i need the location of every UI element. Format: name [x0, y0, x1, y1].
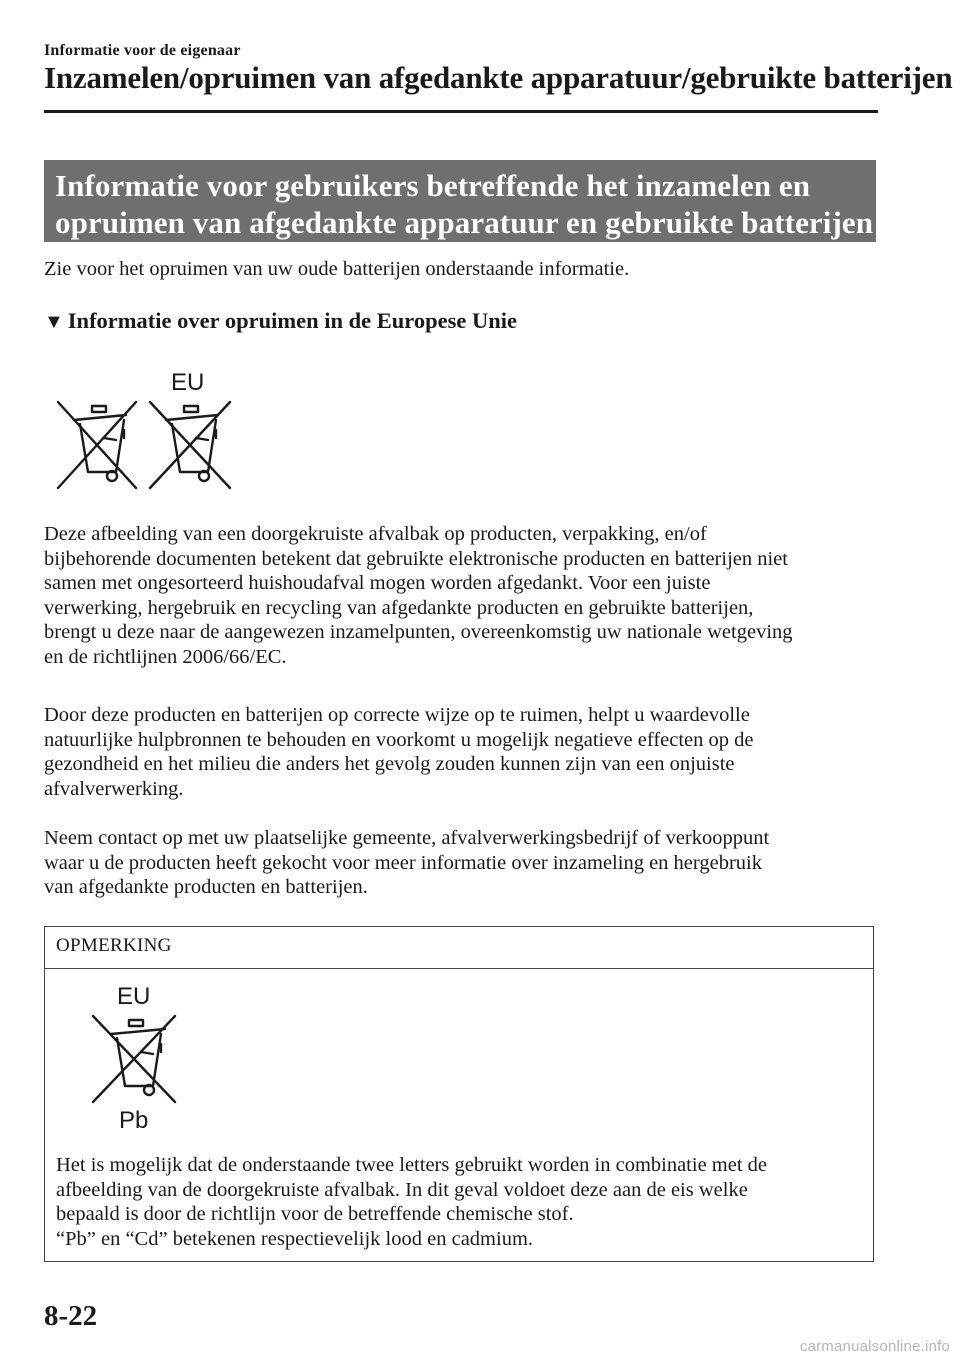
running-head: Informatie voor de eigenaar: [44, 42, 241, 59]
note-pb-label: Pb: [119, 1107, 149, 1132]
crossed-out-wheelie-bin-icon: [54, 368, 244, 494]
section-title-line-1: Informatie voor gebruikers betreffende het inzamelen en: [55, 168, 811, 203]
section-title-line-2: opruimen van afgedankte apparatuur en gebruikte batterijen: [55, 205, 874, 240]
text-line: Het is mogelijk dat de onderstaande twee letters gebruikt worden in combinatie met de: [56, 1154, 768, 1176]
text-line: brengt u deze naar de aangewezen inzamelpunten, overeenkomstig uw nationale wetgeving: [44, 621, 793, 643]
page-number: 8-22: [44, 1300, 98, 1332]
subsection-heading: [44, 308, 517, 334]
subsection-title: Informatie over opruimen in de Europese Unie: [67, 308, 517, 333]
pb-disposal-symbol: [89, 982, 229, 1132]
text-line: Deze afbeelding van een doorgekruiste afvalbak op producten, verpakking, en/of: [44, 523, 707, 545]
chapter-title: Inzamelen/opruimen van afgedankte apparatuur/gebruikte batterijen: [44, 60, 953, 95]
text-line: “Pb” en “Cd” betekenen respectievelijk lood en cadmium.: [56, 1227, 534, 1250]
text-line: afbeelding van de doorgekruiste afvalbak. In dit geval voldoet deze aan de eis welke: [56, 1178, 748, 1201]
body-paragraph-1: [44, 522, 878, 669]
section-banner: [44, 160, 876, 242]
note-text: [56, 1153, 866, 1251]
text-line: van afgedankte producten en batterijen.: [44, 876, 368, 898]
eu-disposal-symbols: [54, 368, 244, 494]
text-line: gezondheid en het milieu die anders het gevolg zouden kunnen zijn van een onjuiste: [44, 753, 735, 775]
crossed-out-wheelie-bin-pb-icon: [89, 982, 229, 1132]
intro-text: Zie voor het opruimen van uw oude batterijen onderstaande informatie.: [44, 258, 630, 280]
text-line: natuurlijke hulpbronnen te behouden en voorkomt u mogelijk negatieve effecten op de: [44, 728, 754, 751]
text-line: afvalverwerking.: [44, 777, 184, 800]
note-heading: OPMERKING: [45, 927, 873, 969]
watermark: carmanualsonline.info: [799, 1338, 950, 1355]
text-line: waar u de producten heeft gekocht voor meer informatie over inzameling en hergebruik: [44, 851, 762, 874]
note-eu-label: EU: [117, 983, 151, 1010]
text-line: en de richtlijnen 2006/66/EC.: [44, 645, 287, 668]
eu-label: EU: [171, 369, 205, 396]
text-line: verwerking, hergebruik en recycling van afgedankte producten en gebruikte batterijen,: [44, 596, 754, 619]
body-paragraph-2: [44, 703, 878, 801]
text-line: bijbehorende documenten betekent dat gebruikte elektronische producten en batterijen niet: [44, 547, 788, 570]
text-line: bepaald is door de richtlijn voor de betreffende chemische stof.: [56, 1203, 574, 1225]
text-line: Neem contact op met uw plaatselijke gemeente, afvalverwerkingsbedrijf of verkooppunt: [44, 827, 770, 849]
note-box: [44, 926, 874, 1262]
chapter-rule: [44, 110, 878, 113]
text-line: Door deze producten en batterijen op correcte wijze op te ruimen, helpt u waardevolle: [44, 704, 750, 726]
text-line: samen met ongesorteerd huishoudafval mogen worden afgedankt. Voor een juiste: [44, 572, 711, 594]
triangle-marker-icon: ▼: [44, 311, 64, 333]
body-paragraph-3: [44, 826, 878, 900]
